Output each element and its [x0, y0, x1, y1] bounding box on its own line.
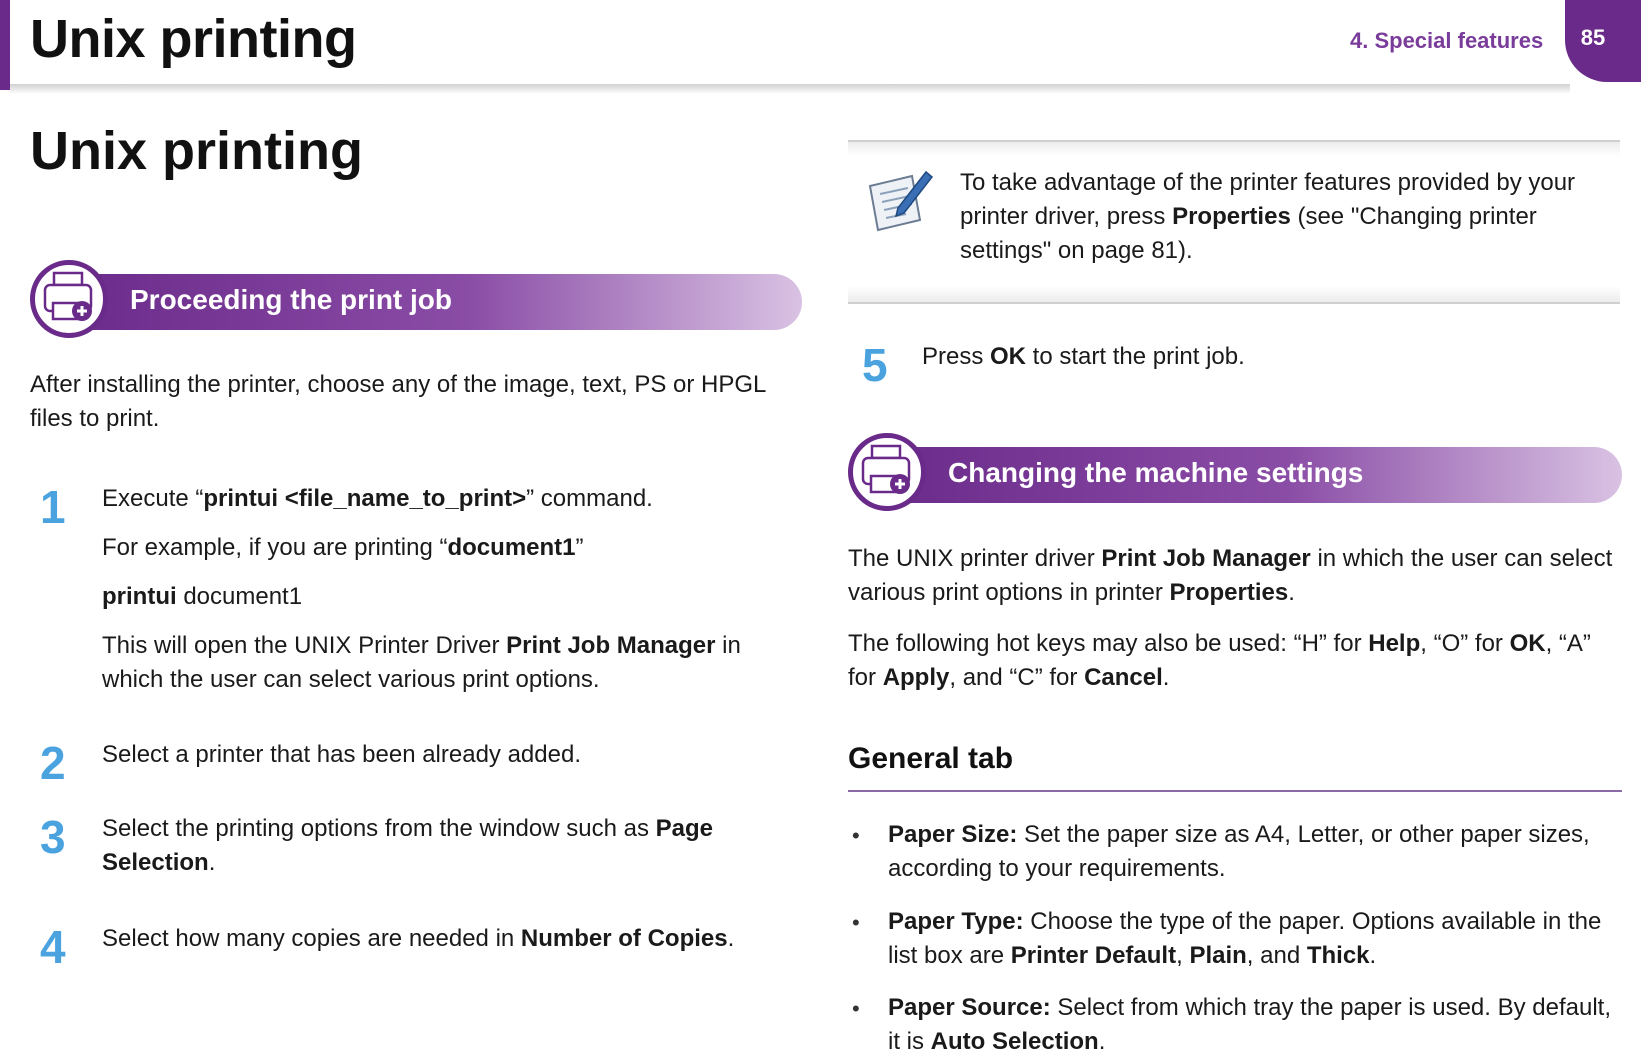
text: (see "Changing printer settings" on page 81).	[960, 203, 1537, 264]
step-5-text	[922, 340, 1622, 374]
section2-paragraph-2	[848, 627, 1624, 695]
text: Execute “	[102, 485, 204, 512]
command-text: printui <file_name_to_print>	[203, 485, 527, 512]
hotkey-help: Help	[1368, 630, 1421, 657]
properties-label: Properties	[1169, 579, 1289, 606]
text: , “A” for	[848, 630, 1591, 691]
text: .	[1162, 664, 1170, 691]
section1-intro: After installing the printer, choose any of the image, text, PS or HPGL files to print.	[30, 371, 766, 432]
step-1-text	[102, 482, 802, 516]
text: .	[1288, 579, 1295, 606]
page-number-badge	[1565, 0, 1641, 82]
step-1-command	[102, 580, 802, 614]
hotkey-cancel: Cancel	[1084, 664, 1163, 691]
option-value: Plain	[1189, 942, 1247, 969]
text: .	[1098, 1028, 1106, 1055]
step-4-text	[102, 922, 802, 956]
text: This will open the UNIX Printer Driver	[102, 632, 507, 659]
item-label: Paper Type:	[888, 908, 1024, 935]
step-2-text: Select a printer that has been already added.	[102, 741, 581, 768]
header-accent-bar	[0, 0, 10, 90]
item-label: Paper Size:	[888, 821, 1018, 848]
text: to start the print job.	[1026, 343, 1245, 370]
hotkey-apply: Apply	[882, 664, 950, 691]
ok-label: OK	[990, 343, 1027, 370]
text: For example, if you are printing “	[102, 534, 448, 561]
text: ” command.	[526, 485, 653, 512]
hotkey-ok: OK	[1509, 630, 1546, 657]
text: Choose the type of the paper. Options available in the list box are	[888, 908, 1602, 969]
text: , and “C” for	[949, 664, 1085, 691]
list-item	[888, 905, 1624, 973]
header-title: Unix printing	[30, 9, 357, 69]
text: ”	[575, 534, 584, 561]
text: Select how many copies are needed in	[102, 925, 521, 952]
text: Set the paper size as A4, Letter, or other paper sizes, according to your requirements.	[888, 821, 1590, 882]
note-pencil-icon	[864, 168, 936, 239]
text: The UNIX printer driver	[848, 545, 1102, 572]
step-1-example	[102, 531, 802, 565]
section-title: Changing the machine settings	[948, 457, 1364, 488]
step-number-2: 2	[40, 737, 66, 789]
list-item	[888, 818, 1624, 886]
text: ,	[1176, 942, 1190, 969]
app-name: Print Job Manager	[1101, 545, 1311, 572]
command-name: printui	[102, 583, 177, 610]
step-number-5: 5	[862, 339, 888, 391]
step-number-4: 4	[40, 921, 66, 973]
section-banner-machine-settings	[880, 447, 1622, 503]
option-value: Printer Default	[1010, 942, 1177, 969]
option-value: Auto Selection	[930, 1028, 1099, 1055]
option-value: Thick	[1306, 942, 1370, 969]
text: The following hot keys may also be used: “H” for	[848, 630, 1369, 657]
app-name: Print Job Manager	[506, 632, 716, 659]
subsection-heading: General tab	[848, 742, 1014, 775]
text: Select the printing options from the window such as	[102, 815, 656, 842]
page-number: 85	[1580, 25, 1606, 50]
text: in which the user can select various print options in printer	[848, 545, 1613, 606]
text: Press	[922, 343, 991, 370]
chapter-label: 4. Special features	[1350, 28, 1544, 53]
list-item	[888, 991, 1624, 1059]
bullet: •	[852, 823, 860, 848]
text: , and	[1246, 942, 1307, 969]
section-title: Proceeding the print job	[130, 284, 453, 315]
properties-label: Properties	[1172, 203, 1291, 230]
note-text	[960, 166, 1620, 268]
text: Select from which tray the paper is used. By default, it is	[888, 994, 1612, 1055]
text: .	[208, 849, 216, 876]
text: .	[1369, 942, 1377, 969]
text: .	[727, 925, 735, 952]
page-title: Unix printing	[30, 121, 363, 181]
text: To take advantage of the printer features provided by your printer driver, press	[960, 169, 1576, 230]
bullet: •	[852, 996, 860, 1021]
printer-plus-icon	[30, 260, 108, 338]
bullet: •	[852, 910, 860, 935]
filename: document1	[447, 534, 576, 561]
item-label: Paper Source:	[888, 994, 1051, 1021]
step-1-description	[102, 629, 802, 697]
option-name: Number of Copies	[520, 925, 728, 952]
option-name: Page Selection	[102, 815, 714, 876]
step-number-3: 3	[40, 811, 66, 863]
text: , “O” for	[1420, 630, 1510, 657]
step-3-text	[102, 812, 802, 880]
printer-plus-icon	[848, 433, 926, 511]
section-banner-proceeding	[62, 274, 802, 330]
text: document1	[176, 583, 303, 610]
text: in which the user can select various print options.	[102, 632, 741, 693]
section2-paragraph-1	[848, 542, 1624, 610]
step-number-1: 1	[40, 481, 66, 533]
header-divider	[10, 84, 1570, 94]
subsection-divider	[848, 790, 1622, 792]
